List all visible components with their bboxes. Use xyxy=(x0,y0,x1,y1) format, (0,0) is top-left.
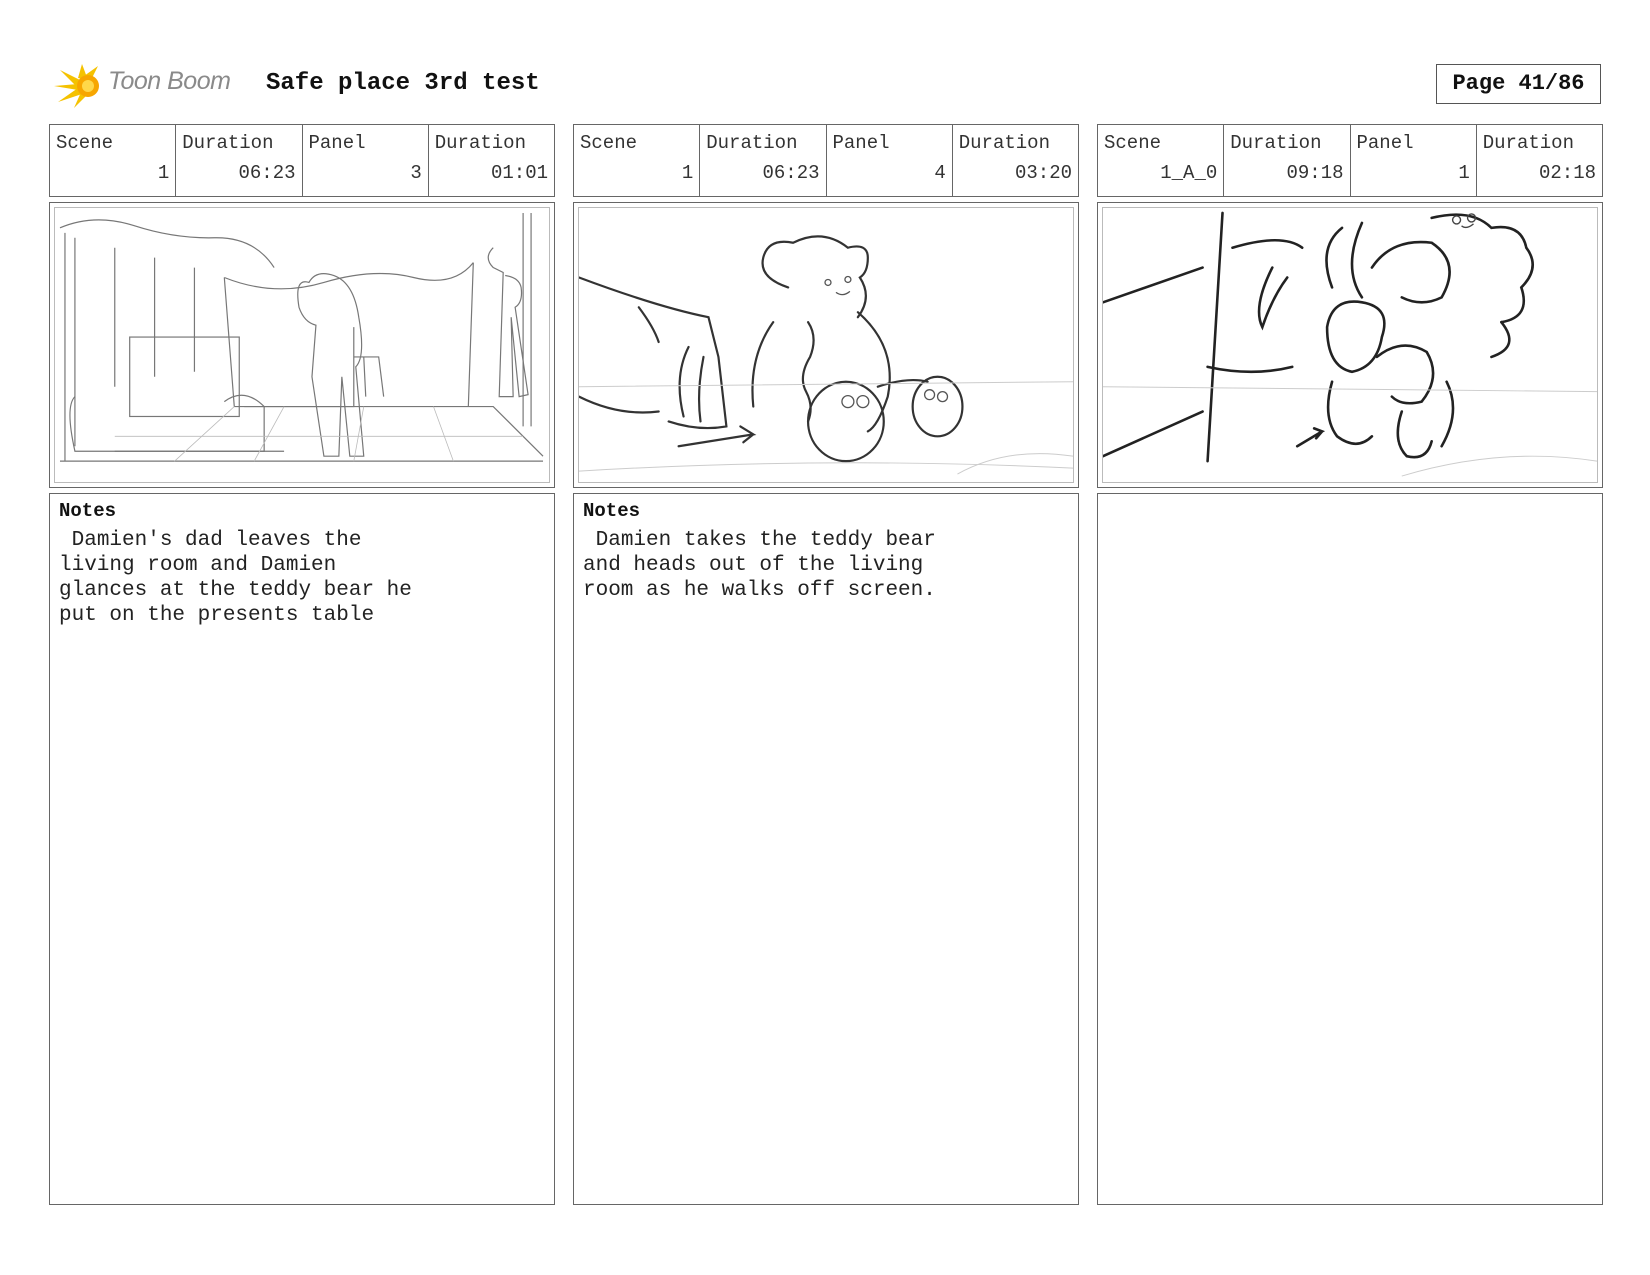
scene-duration-value: 09:18 xyxy=(1286,162,1344,184)
scene-duration-cell xyxy=(176,125,302,196)
panel-value: 4 xyxy=(934,162,946,184)
panel-label: Panel xyxy=(1356,132,1414,154)
scene-cell xyxy=(1098,125,1224,196)
panel-image-living-room xyxy=(49,202,555,488)
panel-notes xyxy=(49,493,555,1205)
panel-duration-label: Duration xyxy=(958,132,1050,154)
panel-duration-value: 03:20 xyxy=(1014,162,1072,184)
panel-cell xyxy=(827,125,953,196)
panel-cell xyxy=(303,125,429,196)
scene-label: Scene xyxy=(1104,132,1162,154)
scene-duration-cell xyxy=(1224,125,1350,196)
panel-cell xyxy=(1351,125,1477,196)
scene-label: Scene xyxy=(56,132,114,154)
brand-name: Toon Boom xyxy=(108,67,231,95)
scene-value: 1 xyxy=(157,162,170,184)
sunburst-icon xyxy=(52,58,108,110)
notes-text: Damien's dad leaves the living room and Damien glances at the teddy bear he put on the presents table xyxy=(59,529,412,627)
panel-notes xyxy=(1097,493,1603,1205)
notes-label: Notes xyxy=(583,500,641,522)
scene-cell xyxy=(574,125,700,196)
panel-duration-cell xyxy=(1477,125,1602,196)
scene-cell xyxy=(50,125,176,196)
project-title: Safe place 3rd test xyxy=(266,70,540,97)
scene-value: 1 xyxy=(681,162,694,184)
panel-label: Panel xyxy=(832,132,890,154)
scene-duration-label: Duration xyxy=(706,132,798,154)
scene-duration-value: 06:23 xyxy=(238,162,296,184)
scene-label: Scene xyxy=(580,132,638,154)
panel-label: Panel xyxy=(308,132,366,154)
scene-value: 1_A_0 xyxy=(1160,162,1218,184)
panel-duration-value: 01:01 xyxy=(490,162,548,184)
notes-text: Damien takes the teddy bear and heads out of the living room as he walks off screen. xyxy=(583,529,936,602)
panel-info-table xyxy=(573,124,1079,197)
scene-duration-label: Duration xyxy=(1230,132,1322,154)
panel-duration-label: Duration xyxy=(1482,132,1574,154)
panel-duration-cell xyxy=(953,125,1078,196)
panel-value: 1 xyxy=(1458,162,1470,184)
panel-notes xyxy=(573,493,1079,1205)
panel-image-teddy-bear xyxy=(573,202,1079,488)
panel-duration-label: Duration xyxy=(434,132,526,154)
teddy-bear-sketch xyxy=(579,208,1073,482)
panel-image-hand-closeup xyxy=(1097,202,1603,488)
scene-duration-label: Duration xyxy=(182,132,274,154)
panel-duration-cell xyxy=(429,125,554,196)
living-room-sketch xyxy=(55,208,549,482)
panel-value: 3 xyxy=(410,162,422,184)
hand-closeup-sketch xyxy=(1103,208,1597,482)
panel-info-table xyxy=(49,124,555,197)
scene-duration-cell xyxy=(700,125,826,196)
panel-duration-value: 02:18 xyxy=(1538,162,1596,184)
panel-info-table xyxy=(1097,124,1603,197)
page-number: Page 41/86 xyxy=(1436,64,1601,104)
toon-boom-logo xyxy=(52,58,252,110)
notes-label: Notes xyxy=(59,500,117,522)
scene-duration-value: 06:23 xyxy=(762,162,820,184)
